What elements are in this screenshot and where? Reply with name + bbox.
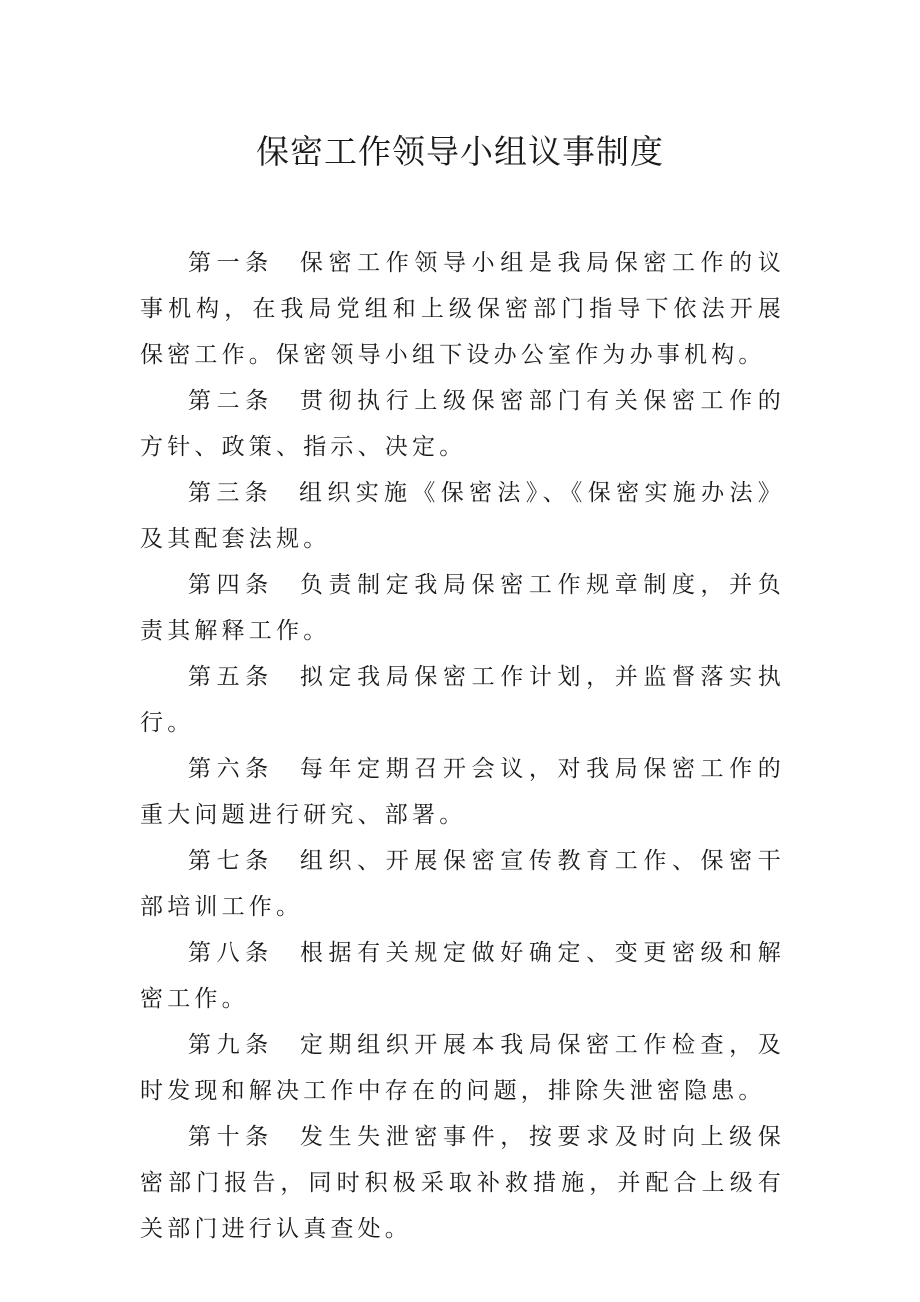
- document-body: [140, 240, 785, 1252]
- article-10: [140, 1114, 785, 1252]
- article-2: [140, 378, 785, 470]
- article-7: [140, 838, 785, 930]
- article-9: [140, 1022, 785, 1114]
- article-text: 发生失泄密事件，按要求及时向上级保密部门报告，同时积极采取补救措施，并配合上级有关部门进行认真查处。: [140, 1124, 785, 1242]
- article-text: 组织实施《保密法》、《保密实施办法》及其配套法规。: [140, 480, 785, 552]
- article-text: 根据有关规定做好确定、变更密级和解密工作。: [140, 940, 785, 1012]
- article-number: 第一条: [188, 250, 274, 276]
- article-text: 拟定我局保密工作计划，并监督落实执行。: [140, 664, 785, 736]
- article-number: 第十条: [188, 1124, 274, 1150]
- article-text: 每年定期召开会议，对我局保密工作的重大问题进行研究、部署。: [140, 756, 785, 828]
- article-3: [140, 470, 785, 562]
- article-number: 第二条: [188, 388, 274, 414]
- article-number: 第八条: [188, 940, 274, 966]
- article-text: 贯彻执行上级保密部门有关保密工作的方针、政策、指示、决定。: [140, 388, 785, 460]
- article-1: [140, 240, 785, 378]
- article-text: 保密工作领导小组是我局保密工作的议事机构，在我局党组和上级保密部门指导下依法开展保密工作。保密领导小组下设办公室作为办事机构。: [140, 250, 785, 368]
- article-6: [140, 746, 785, 838]
- article-8: [140, 930, 785, 1022]
- article-number: 第五条: [188, 664, 274, 690]
- article-number: 第六条: [188, 756, 274, 782]
- article-text: 负责制定我局保密工作规章制度，并负责其解释工作。: [140, 572, 785, 644]
- article-4: [140, 562, 785, 654]
- document-title: 保密工作领导小组议事制度: [256, 132, 664, 171]
- article-number: 第三条: [188, 480, 274, 506]
- article-number: 第九条: [188, 1032, 274, 1058]
- article-text: 组织、开展保密宣传教育工作、保密干部培训工作。: [140, 848, 785, 920]
- article-text: 定期组织开展本我局保密工作检查，及时发现和解决工作中存在的问题，排除失泄密隐患。: [140, 1032, 785, 1104]
- article-number: 第四条: [188, 572, 274, 598]
- article-number: 第七条: [188, 848, 274, 874]
- article-5: [140, 654, 785, 746]
